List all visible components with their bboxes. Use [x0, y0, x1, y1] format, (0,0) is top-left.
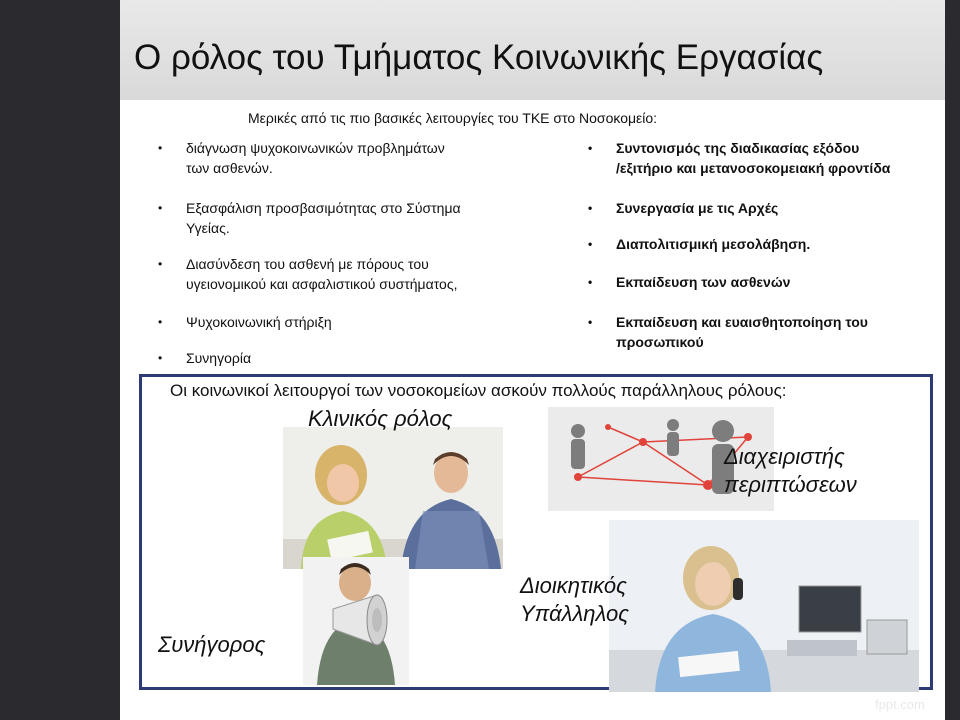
office-illustration: [609, 520, 919, 692]
list-item: • Εκπαίδευση και ευαισθητοποίηση του προσωπικού: [616, 312, 868, 352]
clinical-illustration: [283, 427, 503, 569]
intro-text: Μερικές από τις πιο βασικές λειτουργίες του ΤΚΕ στο Νοσοκομείο:: [248, 110, 658, 126]
list-item: • Συντονισμός της διαδικασίας εξόδου /εξιτήριο και μετανοσοκομειακή φροντίδα: [616, 138, 890, 178]
list-item: • Ψυχοκοινωνική στήριξη: [186, 312, 332, 332]
roles-heading: Οι κοινωνικοί λειτουργοί των νοσοκομείων ασκούν πολλούς παράλληλους ρόλους:: [170, 381, 787, 400]
role-case-manager: Διαχειριστής περιπτώσεων: [724, 444, 857, 497]
admin-photo: [609, 520, 919, 692]
list-item: • διάγνωση ψυχοκοινωνικών προβλημάτων των ασθενών.: [186, 138, 445, 178]
role-advocate: Συνήγορος: [158, 632, 266, 657]
slide-title: Ο ρόλος του Τμήματος Κοινωνικής Εργασίας: [134, 38, 824, 77]
list-item: • Διασύνδεση του ασθενή με πόρους του υγειονομικού και ασφαλιστικού συστήματος,: [186, 254, 457, 294]
list-item: • Διαπολιτισμική μεσολάβηση.: [616, 234, 810, 254]
list-item: • Εξασφάλιση προσβασιμότητας στο Σύστημα Υγείας.: [186, 198, 461, 238]
role-clinical: Κλινικός ρόλος: [308, 406, 453, 431]
list-item: • Συνεργασία με τις Αρχές: [616, 198, 778, 218]
list-item: • Συνηγορία: [186, 348, 251, 368]
role-administrative: Διοικητικός Υπάλληλος: [520, 573, 629, 626]
list-item: • Εκπαίδευση των ασθενών: [616, 272, 790, 292]
advocate-photo: [303, 557, 409, 685]
footer-brand: fppt.com: [875, 697, 925, 712]
megaphone-illustration: [303, 557, 409, 685]
slide-frame-right: [945, 0, 960, 720]
slide-frame-left: [0, 0, 120, 720]
clinical-photo: [283, 427, 503, 569]
